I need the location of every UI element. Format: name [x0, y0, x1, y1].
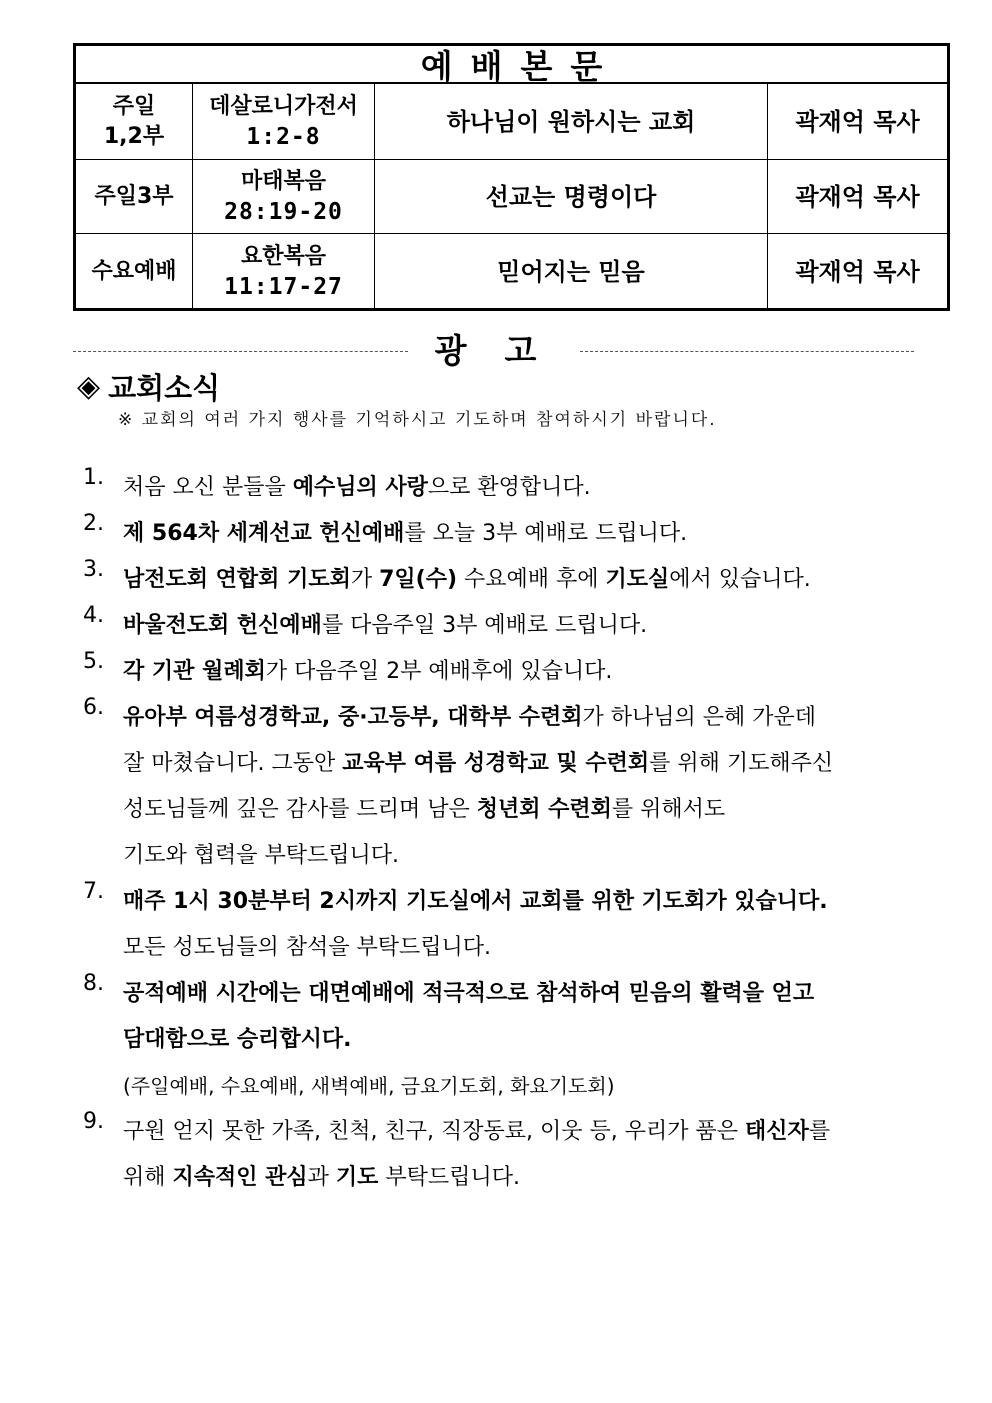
news-item-line [123, 787, 943, 833]
emphasis-text: 유아부 여름성경학교, 중·고등부, 대학부 수련회 [123, 705, 583, 730]
news-item-line [123, 1017, 943, 1063]
news-item [83, 511, 943, 557]
emphasis-text: 태신자 [744, 1119, 809, 1144]
scripture-cell-line: 데살로니가전서 [209, 93, 358, 119]
news-item-line [123, 649, 943, 695]
worship-row [76, 84, 947, 160]
body-text: 위해 [123, 1165, 173, 1190]
news-item-line [123, 1155, 943, 1201]
worship-row [76, 160, 947, 234]
service-name-cell-line: 수요예배 [91, 258, 177, 284]
body-text: 성도님들께 깊은 감사를 드리며 남은 [123, 797, 477, 822]
body-text: 기도와 협력을 부탁드립니다. [123, 843, 400, 868]
emphasis-text: 교육부 여름 성경학교 및 수련회 [342, 751, 650, 776]
scripture-cell [193, 234, 375, 309]
news-item-number: 6. [83, 695, 104, 720]
news-item-line [123, 557, 943, 603]
news-item-line [123, 1109, 943, 1155]
scripture-cell-line: 28:19-20 [224, 198, 343, 225]
worship-table [73, 43, 950, 311]
scripture-cell [193, 160, 375, 233]
emphasis-text: 각 기관 월례회 [123, 659, 266, 684]
body-text: 에서 있습니다. [669, 567, 811, 592]
news-item [83, 649, 943, 695]
preacher-cell: 곽재억 목사 [795, 257, 920, 286]
scripture-cell-line: 1:2-8 [246, 123, 321, 150]
right-dashed-divider [580, 351, 915, 352]
emphasis-text: 지속적인 관심 [172, 1165, 308, 1190]
left-dashed-divider [73, 351, 408, 352]
news-item-line [123, 741, 943, 787]
scripture-cell-line: 요한복음 [240, 243, 326, 269]
news-item-line [123, 1063, 943, 1109]
emphasis-text: 매주 1시 30분부터 2시까지 기도실에서 교회를 위한 기도회가 있습니다. [123, 889, 828, 914]
news-item [83, 971, 943, 1109]
service-name-cell [76, 160, 193, 233]
news-item-number: 8. [83, 971, 104, 996]
body-text: 가 하나님의 은혜 가운데 [582, 705, 817, 730]
scripture-cell [193, 84, 375, 159]
emphasis-text: 기도 [335, 1165, 379, 1190]
worship-table-title: 예배본문 [76, 46, 947, 84]
emphasis-text: 청년회 수련회 [476, 797, 612, 822]
preacher-cell: 곽재억 목사 [795, 182, 920, 211]
news-item-number: 3. [83, 557, 104, 582]
body-text: 처음 오신 분들을 [123, 475, 293, 500]
body-text: 으로 환영합니다. [427, 475, 591, 500]
news-item-line [123, 465, 943, 511]
emphasis-text: 기도실 [605, 567, 670, 592]
service-name-cell [76, 84, 193, 159]
body-text: 수요예배 후에 [457, 567, 606, 592]
body-text: 구원 얻지 못한 가족, 친척, 친구, 직장동료, 이웃 등, 우리가 품은 [123, 1119, 745, 1144]
news-item-number: 2. [83, 511, 104, 536]
body-text: 가 [350, 567, 380, 592]
sermon-title-cell: 선교는 명령이다 [375, 160, 768, 233]
service-name-cell-line: 주일3부 [94, 183, 174, 209]
emphasis-text: 예수님의 사랑 [292, 475, 428, 500]
news-item-line [123, 603, 943, 649]
church-news-note: ※ 교회의 여러 가지 행사를 기억하시고 기도하며 참여하시기 바랍니다. [118, 410, 717, 430]
news-item-line [123, 925, 943, 971]
body-text: 과 [307, 1165, 336, 1190]
body-text: 를 위해서도 [611, 797, 726, 822]
service-name-cell-line: 주일 [112, 93, 156, 119]
body-text: 가 다음주일 2부 예배후에 있습니다. [265, 659, 613, 684]
news-item-line [123, 695, 943, 741]
news-list [83, 465, 943, 1201]
body-text: (주일예배, 수요예배, 새벽예배, 금요기도회, 화요기도회) [123, 1074, 615, 1098]
news-item-number: 4. [83, 603, 104, 628]
body-text: 를 다음주일 3부 예배로 드립니다. [321, 613, 648, 638]
emphasis-text: 담대함으로 승리합시다. [123, 1027, 352, 1052]
service-name-cell-line: 1,2부 [103, 123, 165, 149]
body-text: 모든 성도님들의 참석을 부탁드립니다. [123, 935, 492, 960]
news-item [83, 603, 943, 649]
news-item-line [123, 511, 943, 557]
emphasis-text: 공적예배 시간에는 대면예배에 적극적으로 참석하여 믿음의 활력을 얻고 [123, 981, 815, 1006]
ads-header [73, 325, 914, 371]
emphasis-text: 제 564차 세계선교 헌신예배 [123, 521, 405, 546]
news-item [83, 465, 943, 511]
worship-row [76, 234, 947, 309]
news-item [83, 557, 943, 603]
sermon-title-cell: 하나님이 원하시는 교회 [375, 84, 768, 159]
news-item-line [123, 971, 943, 1017]
church-news-heading [77, 366, 220, 407]
body-text: 를 [808, 1119, 830, 1144]
emphasis-text: 남전도회 연합회 기도회 [123, 567, 351, 592]
body-text: 를 위해 기도해주신 [649, 751, 834, 776]
news-item [83, 695, 943, 879]
news-item-number: 9. [83, 1109, 104, 1134]
diamond-bullet-icon: ◈ [77, 369, 101, 404]
sermon-title-cell: 믿어지는 믿음 [375, 234, 768, 309]
news-item-number: 1. [83, 465, 104, 490]
service-name-cell [76, 234, 193, 309]
emphasis-text: 7일(수) [379, 567, 458, 592]
news-item-line [123, 879, 943, 925]
scripture-cell-line: 마태복음 [240, 168, 326, 194]
body-text: 를 오늘 3부 예배로 드립니다. [404, 521, 688, 546]
body-text: 잘 마쳤습니다. 그동안 [123, 751, 343, 776]
emphasis-text: 바울전도회 헌신예배 [123, 613, 322, 638]
news-item-number: 5. [83, 649, 104, 674]
church-news-title: 교회소식 [108, 371, 221, 405]
news-item [83, 879, 943, 971]
scripture-cell-line: 11:17-27 [224, 273, 343, 300]
news-item-line [123, 833, 943, 879]
preacher-cell: 곽재억 목사 [795, 107, 920, 136]
body-text: 부탁드립니다. [378, 1165, 520, 1190]
ads-title: 광고 [434, 330, 575, 370]
news-item-number: 7. [83, 879, 104, 904]
news-item [83, 1109, 943, 1201]
